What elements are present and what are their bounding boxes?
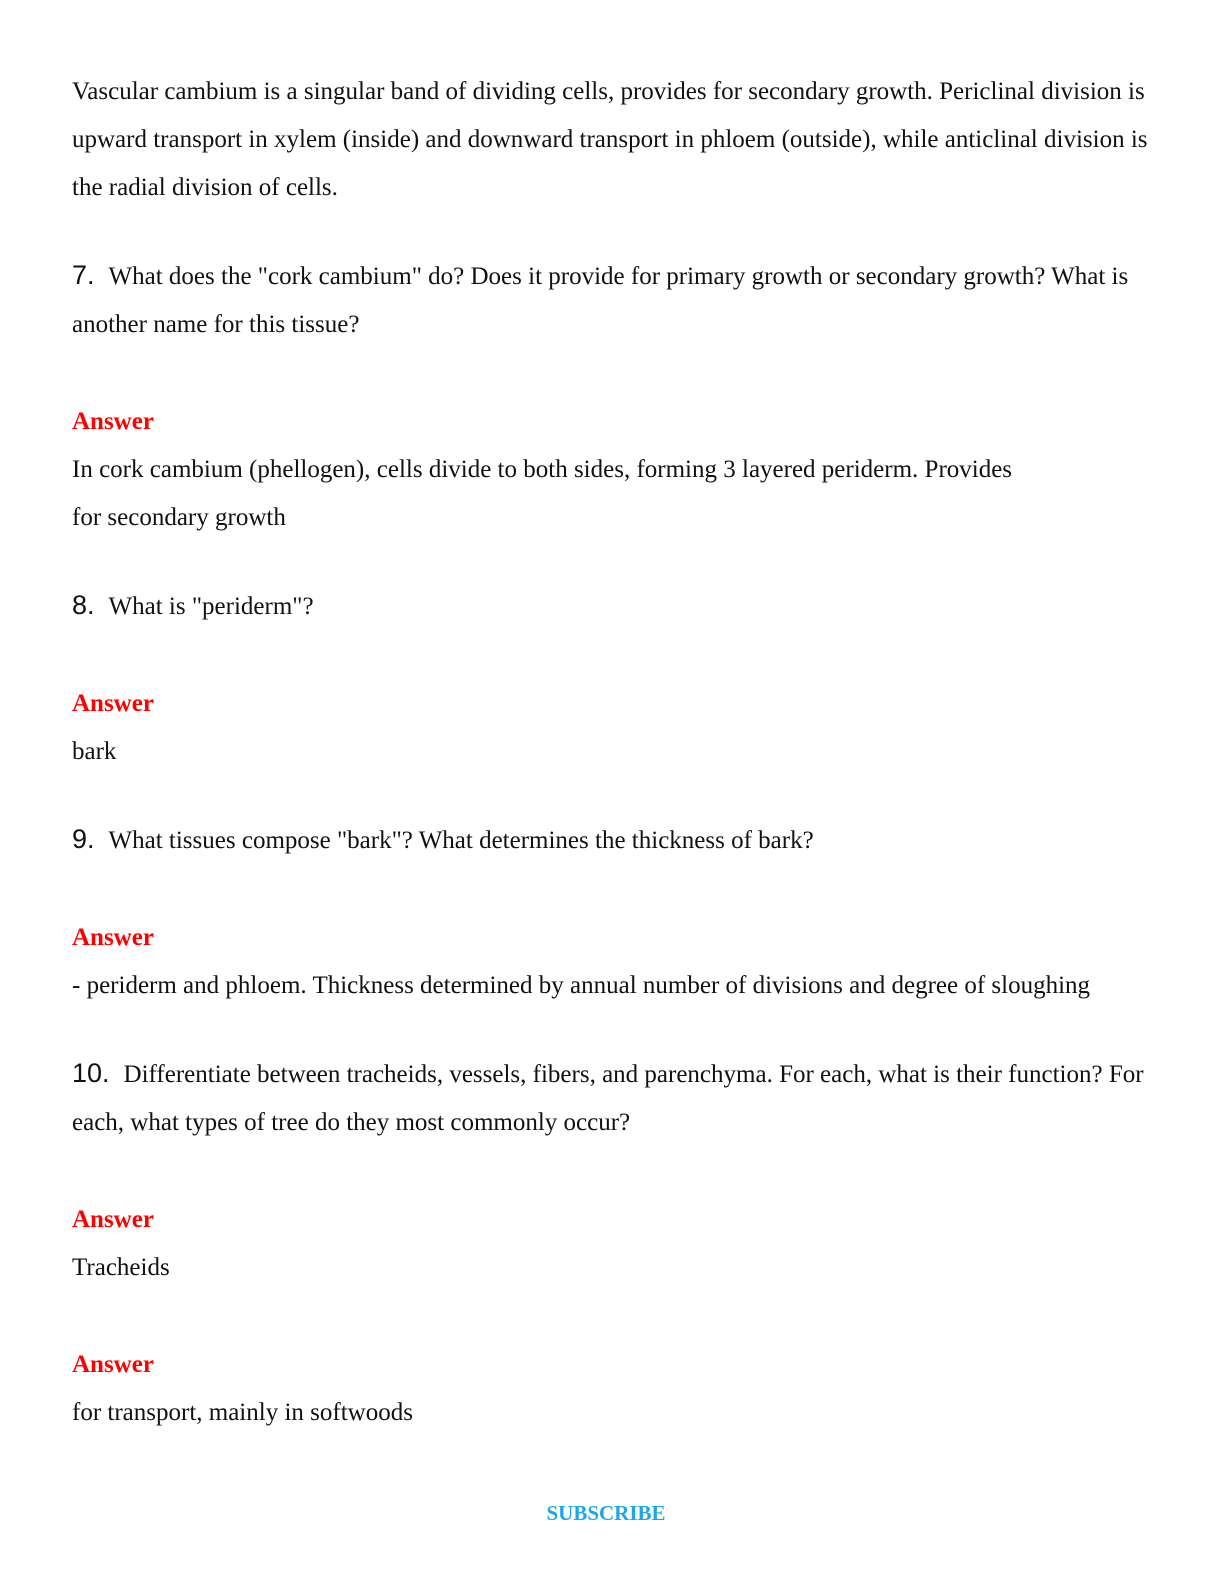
answer-label: Answer — [72, 1206, 154, 1233]
subscribe-link[interactable]: SUBSCRIBE — [546, 1501, 666, 1525]
answer-text: In cork cambium (phellogen), cells divide to both sides, forming 3 layered periderm. Provides for secondary growth — [72, 456, 1013, 531]
document-body — [72, 68, 1152, 1437]
intro-paragraph: Vascular cambium is a singular band of dividing cells, provides for secondary growth. Periclinal division is upward transport in xylem (inside) and downward transport in phloem (outside), while anticlinal division is the radial division of cells. — [72, 78, 1148, 201]
answer-label: Answer — [72, 408, 154, 435]
question-text: What tissues compose "bark"? What determines the thickness of bark? — [108, 827, 814, 854]
question-number: 8. — [72, 590, 95, 620]
question-9 — [72, 815, 1152, 865]
answer-text: for transport, mainly in softwoods — [72, 1399, 413, 1426]
answer-label: Answer — [72, 1351, 154, 1378]
question-7 — [72, 251, 1152, 349]
question-10 — [72, 1049, 1152, 1147]
question-8 — [72, 581, 1152, 631]
question-text: What does the "cork cambium" do? Does it provide for primary growth or secondary growth? What is another name for this tissue? — [72, 263, 1129, 338]
question-text: Differentiate between tracheids, vessels, fibers, and parenchyma. For each, what is their function? For each, what types of tree do they most commonly occur? — [72, 1061, 1144, 1136]
question-text: What is "periderm"? — [108, 593, 314, 620]
answer-label: Answer — [72, 690, 154, 717]
question-number: 9. — [72, 824, 95, 854]
answer-text: Tracheids — [72, 1254, 170, 1281]
answer-label: Answer — [72, 924, 154, 951]
question-number: 10. — [72, 1058, 110, 1088]
answer-text: bark — [72, 738, 117, 765]
question-number: 7. — [72, 260, 95, 290]
answer-text: - periderm and phloem. Thickness determined by annual number of divisions and degree of sloughing — [72, 972, 1091, 999]
